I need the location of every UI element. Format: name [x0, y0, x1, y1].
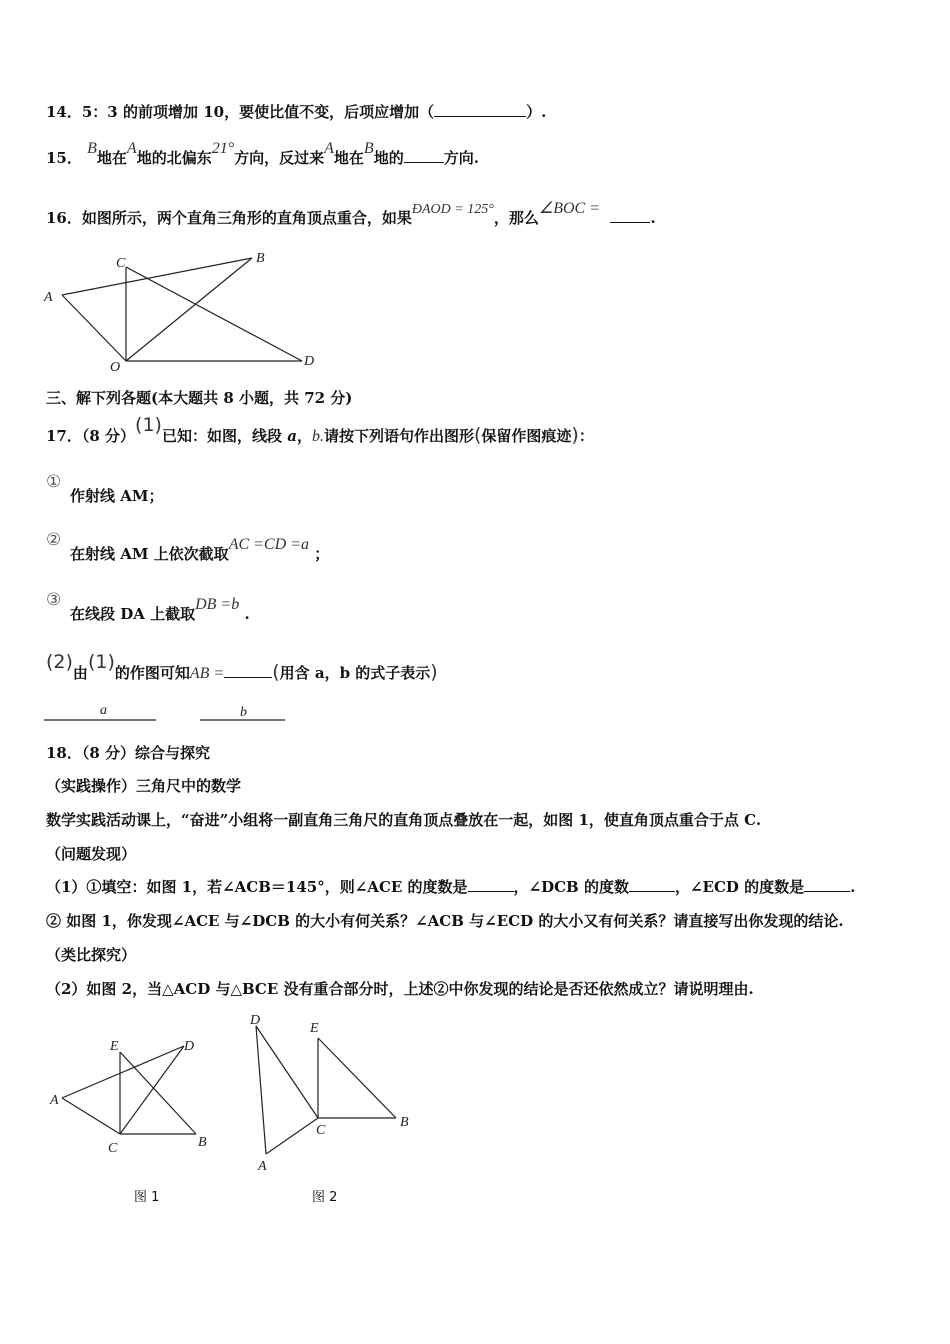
label-D: D — [250, 1013, 261, 1028]
segment-AC — [62, 1098, 120, 1134]
segment-EB — [120, 1052, 196, 1134]
q17-step-1-mark: ① — [46, 472, 62, 492]
q18-part-2: （2）如图 2，当△ACD 与△BCE 没有重合部分时，上述②中你发现的结论是否还依然成立？请说明理由. — [46, 980, 754, 998]
label-A: A — [44, 290, 53, 305]
label-E: E — [310, 1021, 319, 1036]
label-A: A — [50, 1093, 59, 1108]
q17-step-3-mark: ③ — [46, 590, 62, 610]
answer-blank[interactable] — [468, 877, 514, 892]
q17-step-1: 作射线 AM； — [70, 487, 164, 505]
question-14: 14．5：3 的前项增加 10，要使比值不变，后项应增加（ ）. — [46, 103, 547, 121]
q17-part-2: (2)由(1)的作图可知AB = (用含 a，b 的式子表示) — [46, 651, 438, 683]
figure-16 — [40, 245, 330, 375]
segment-EB — [318, 1038, 396, 1118]
answer-blank[interactable] — [224, 663, 272, 678]
segment-DA — [256, 1026, 266, 1154]
question-16: 16．如图所示，两个直角三角形的直角顶点重合，如果ÐAOD = 125°，那么∠BOC = . — [46, 200, 656, 227]
label-C: C — [108, 1141, 118, 1156]
label-O: O — [110, 360, 121, 375]
figure-1 — [44, 1030, 224, 1160]
answer-blank[interactable] — [434, 102, 526, 117]
label-B: B — [198, 1135, 207, 1150]
label-C: C — [116, 256, 126, 271]
label-C: C — [316, 1123, 326, 1138]
section-title: 三、解下列各题(本大题共 8 小题，共 72 分) — [46, 389, 353, 407]
label-D: D — [304, 354, 315, 369]
segment-AO — [62, 295, 126, 361]
segment-OB — [126, 258, 252, 361]
label-b: b — [240, 705, 247, 720]
question-18-title: 18．（8 分）综合与探究 — [46, 744, 211, 762]
label-D: D — [184, 1039, 195, 1054]
segments-a-b — [44, 700, 294, 724]
segment-CD — [126, 267, 302, 361]
figure-2-caption: 图 2 — [312, 1190, 338, 1205]
q17-step-2-mark: ② — [46, 530, 62, 550]
question-15: 15． B地在A地的北偏东21°方向，反过来A地在B地的 方向. — [46, 140, 479, 167]
label-B: B — [400, 1115, 409, 1130]
label-a: a — [100, 703, 107, 718]
segment-DC — [256, 1026, 318, 1118]
q18-heading-practice: （实践操作）三角尺中的数学 — [46, 777, 242, 795]
q18-heading-analogy: （类比探究） — [46, 946, 137, 964]
q18-part-1-2: ② 如图 1，你发现∠ACE 与∠DCB 的大小有何关系？∠ACB 与∠ECD 的大小又有何关系？请直接写出你发现的结论. — [46, 912, 844, 930]
label-B: B — [256, 251, 265, 266]
answer-blank[interactable] — [404, 148, 444, 163]
answer-blank[interactable] — [610, 208, 650, 223]
answer-blank[interactable] — [804, 877, 850, 892]
figure-2 — [244, 1010, 424, 1174]
segment-AB — [62, 258, 252, 295]
label-A: A — [258, 1159, 267, 1174]
question-17: 17．（8 分）(1)已知：如图，线段 a，b.请按下列语句作出图形(保留作图痕迹)： — [46, 414, 594, 446]
q18-heading-discovery: （问题发现） — [46, 845, 137, 863]
label-E: E — [110, 1039, 119, 1054]
q17-step-3: 在线段 DA 上截取DB =b . — [70, 596, 250, 623]
q17-step-2: 在射线 AM 上依次截取AC =CD =a ； — [70, 536, 330, 563]
segment-AC — [266, 1118, 318, 1154]
q18-paragraph: 数学实践活动课上，“奋进”小组将一副直角三角尺的直角顶点叠放在一起，如图 1，使直角顶点重合于点 C. — [46, 811, 762, 829]
figure-1-caption: 图 1 — [134, 1190, 160, 1205]
q18-part-1: （1）①填空：如图 1，若∠ACB＝145°，则∠ACE 的度数是 ，∠DCB 的度数 ，∠ECD 的度数是 . — [46, 878, 856, 896]
answer-blank[interactable] — [629, 877, 675, 892]
